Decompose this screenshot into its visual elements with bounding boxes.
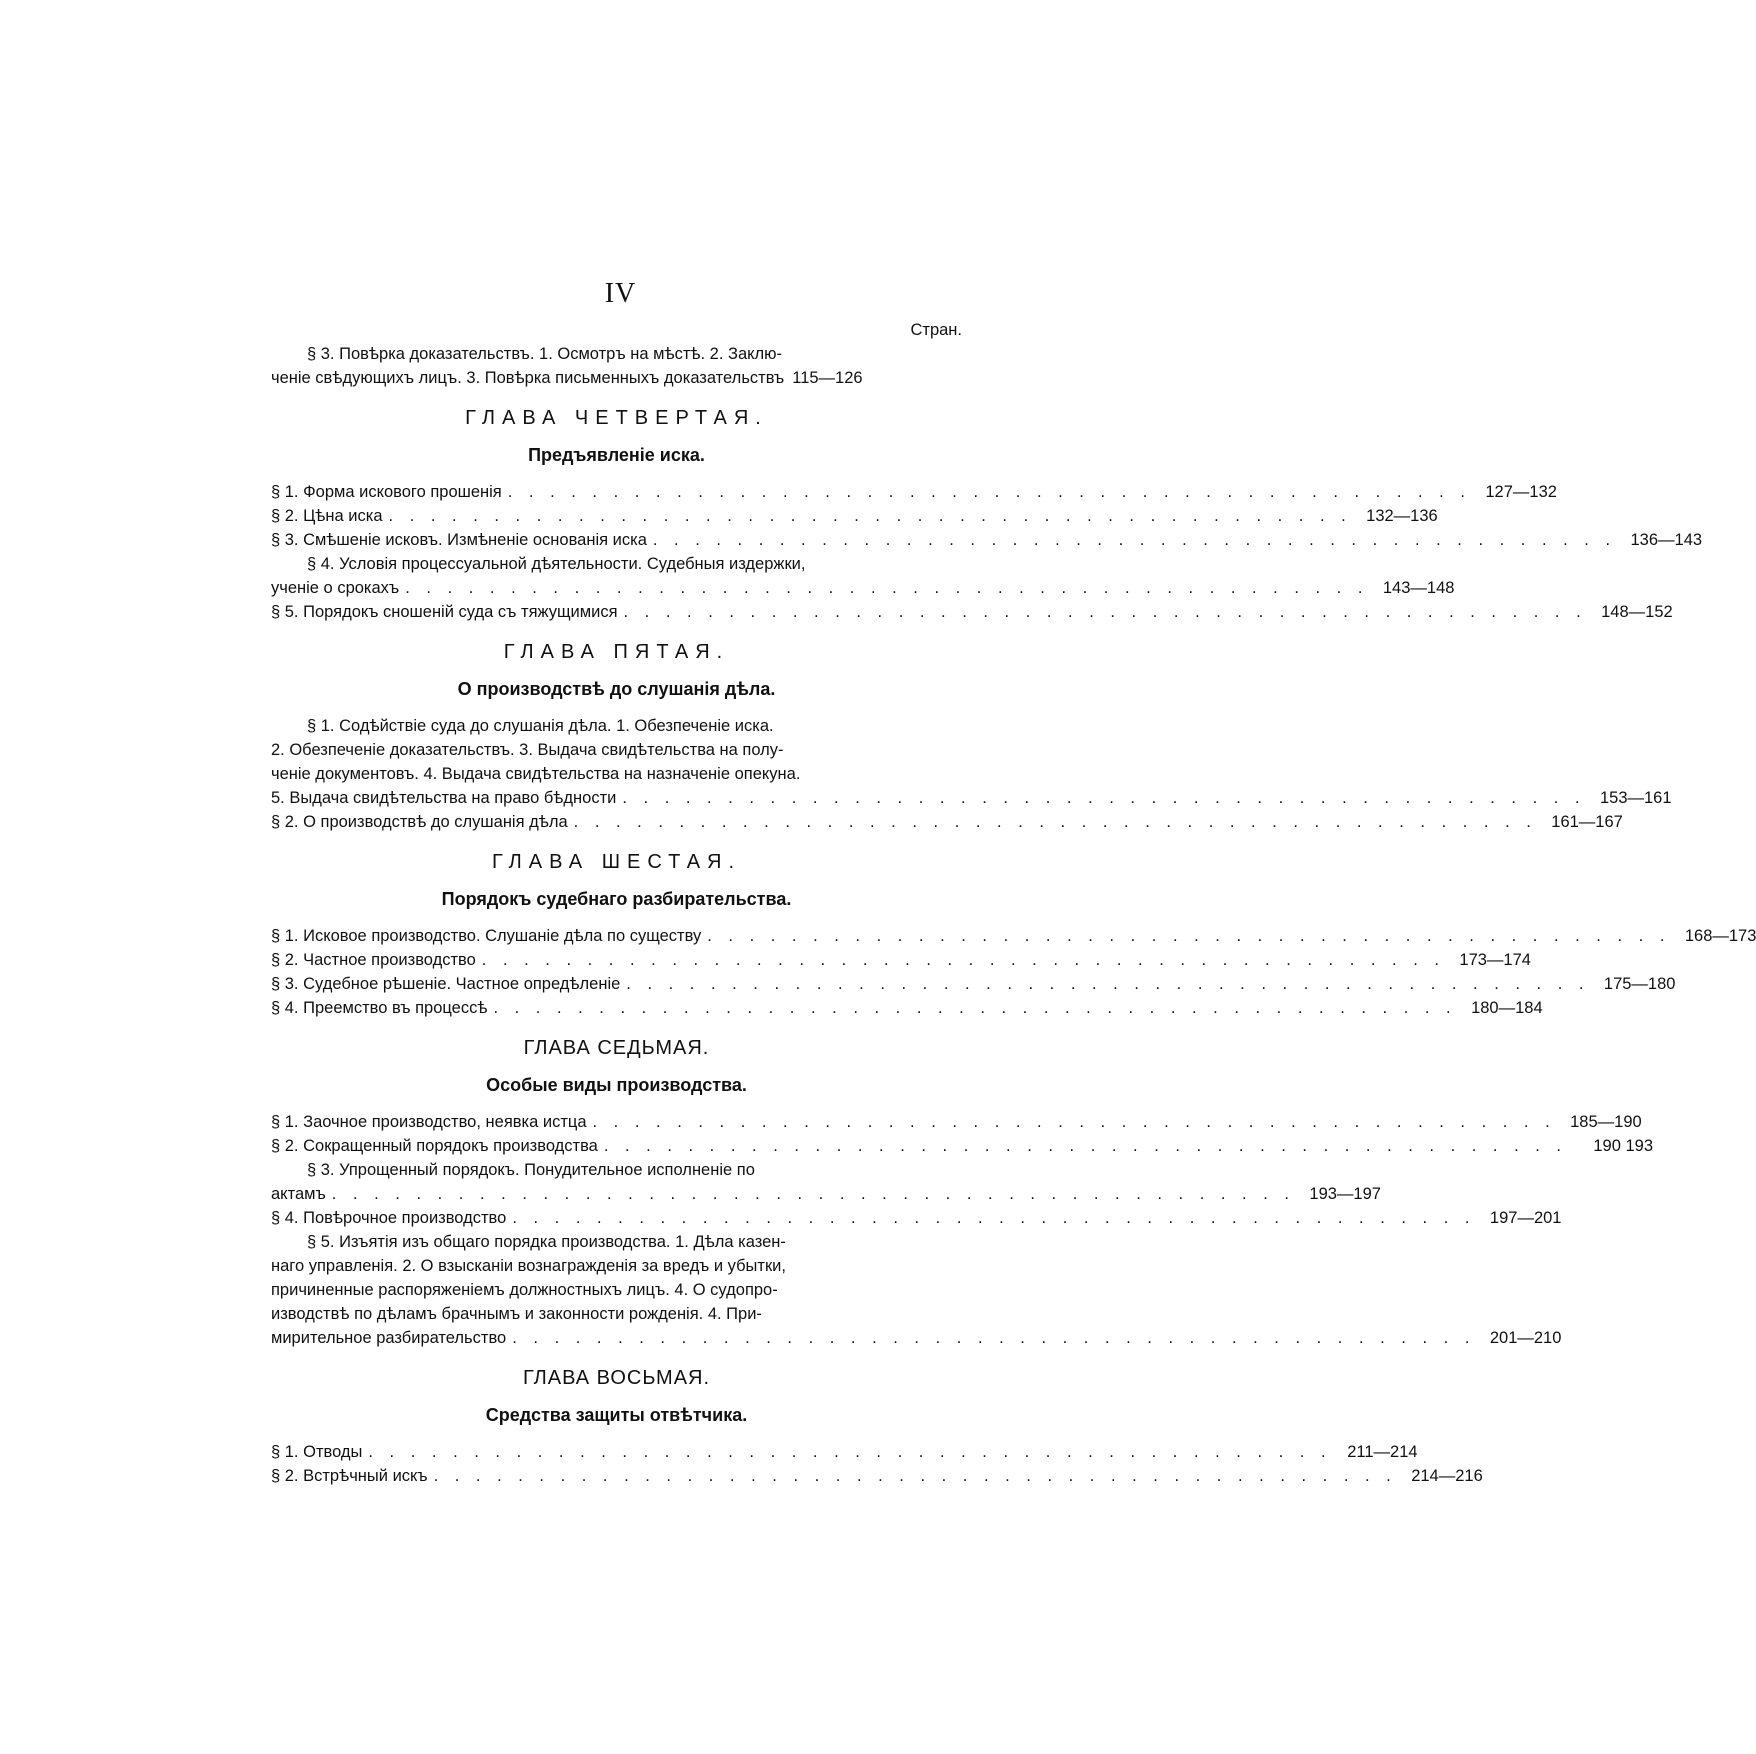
chapter-heading: ГЛАВА ЧЕТВЕРТАЯ.	[465, 407, 768, 429]
toc-entry-text: изводствѣ по дѣламъ брачнымъ и законности рожденія. 4. При-	[271, 1305, 762, 1323]
intro-entry-line-1	[271, 342, 962, 366]
chapter-heading: ГЛАВА СЕДЬМАЯ.	[523, 1037, 710, 1059]
dot-leader: . . . . . . . . . . . . . . . . . . . . . . . . . . . . . . . . . . . . . . . . . . . . . .	[707, 927, 1671, 945]
toc-entry-pages: 148—152	[1601, 603, 1673, 621]
dot-leader: . . . . . . . . . . . . . . . . . . . . . . . . . . . . . . . . . . . . . . . . . . . . . .	[493, 999, 1457, 1017]
toc-entry	[271, 810, 1623, 834]
toc-entry	[271, 786, 1672, 810]
toc-entry-pages: 161—167	[1551, 813, 1623, 831]
toc-entry	[271, 996, 1543, 1020]
toc-entry-line	[271, 1278, 962, 1302]
dot-leader: . . . . . . . . . . . . . . . . . . . . . . . . . . . . . . . . . . . . . . . . . . . . . .	[507, 483, 1471, 501]
toc-entry-text: 2. Обезпеченіе доказательствъ. 3. Выдача свидѣтельства на полу-	[271, 741, 784, 759]
table-of-contents	[271, 318, 1756, 1488]
toc-entry-pages: 168—173	[1684, 927, 1756, 945]
toc-entry-text: причиненные распоряженіемъ должностныхъ лицъ. 4. О судопро-	[271, 1281, 778, 1299]
dot-leader: . . . . . . . . . . . . . . . . . . . . . . . . . . . . . . . . . . . . . . . . . . . . . .	[573, 813, 1537, 831]
toc-entry-text: § 3. Судебное рѣшеніе. Частное опредѣленіе	[271, 975, 621, 993]
toc-entry-text: § 1. Форма искового прошенія	[271, 483, 502, 501]
toc-entry	[271, 1440, 1418, 1464]
chapter-title: О производствѣ до слушанія дѣла.	[457, 679, 776, 699]
toc-entry-line	[271, 738, 962, 762]
toc-entry	[271, 1182, 1381, 1206]
chapter-heading: ГЛАВА ВОСЬМАЯ.	[522, 1367, 711, 1389]
chapter-title: Порядокъ судебнаго разбирательства.	[441, 889, 792, 909]
toc-entry-text: актамъ	[271, 1185, 326, 1203]
intro-pages: 115—126	[792, 369, 863, 387]
dot-leader: . . . . . . . . . . . . . . . . . . . . . . . . . . . . . . . . . . . . . . . . . . . . . .	[626, 975, 1590, 993]
dot-leader: . . . . . . . . . . . . . . . . . . . . . . . . . . . . . . . . . . . . . . . . . . . . . .	[405, 579, 1369, 597]
toc-entry-pages: 136—143	[1630, 531, 1703, 549]
dot-leader: . . . . . . . . . . . . . . . . . . . . . . . . . . . . . . . . . . . . . . . . . . . . . .	[623, 603, 1587, 621]
toc-entry-pages: 211—214	[1347, 1443, 1418, 1461]
toc-entry-line	[271, 762, 962, 786]
chapter-title: Средства защиты отвѣтчика.	[485, 1405, 748, 1425]
toc-entry	[271, 1134, 1654, 1158]
toc-entry-text: § 3. Упрощенный порядокъ. Понудительное исполненіе по	[307, 1161, 755, 1179]
toc-entry	[271, 528, 1703, 552]
page-column-header: Стран.	[910, 321, 962, 339]
toc-entry-text: § 4. Повѣрочное производство	[271, 1209, 507, 1227]
chapter-list	[271, 404, 1756, 1488]
dot-leader: . . . . . . . . . . . . . . . . . . . . . . . . . . . . . . . . . . . . . . . . . . . . . .	[592, 1113, 1556, 1131]
toc-entry-text: ученіе о срокахъ	[271, 579, 400, 597]
toc-entry-pages: 173—174	[1459, 951, 1531, 969]
toc-entry-text: § 2. Встрѣчный искъ	[271, 1467, 428, 1485]
page-number: IV	[604, 278, 637, 309]
toc-entry-pages: 143—148	[1382, 579, 1455, 597]
toc-entry-text: § 4. Условія процессуальной дѣятельности. Судебныя издержки,	[307, 555, 806, 573]
toc-entry-pages: 175—180	[1603, 975, 1676, 993]
toc-entry	[271, 924, 1756, 948]
toc-entry-pages: 153—161	[1599, 789, 1672, 807]
toc-entry-text: § 1. Отводы	[271, 1443, 363, 1461]
toc-entry-pages: 127—132	[1485, 483, 1557, 501]
toc-entry-line	[271, 1254, 962, 1278]
toc-entry-pages: 197—201	[1489, 1209, 1562, 1227]
dot-leader: . . . . . . . . . . . . . . . . . . . . . . . . . . . . . . . . . . . . . . . . . . . . . .	[331, 1185, 1295, 1203]
toc-entry-pages: 180—184	[1471, 999, 1543, 1017]
toc-entry-pages: 201—210	[1489, 1329, 1562, 1347]
toc-entry-pages: 185—190	[1570, 1113, 1642, 1131]
toc-entry-text: § 2. Цѣна иска	[271, 507, 383, 525]
chapter-title: Предъявленіе иска.	[528, 445, 705, 465]
chapter-title: Особые виды производства.	[486, 1075, 747, 1095]
toc-entry	[271, 600, 1673, 624]
toc-entry-text: § 1. Содѣйствіе суда до слушанія дѣла. 1. Обезпеченіе иска.	[307, 717, 774, 735]
toc-entry-line	[271, 552, 962, 576]
dot-leader: . . . . . . . . . . . . . . . . . . . . . . . . . . . . . . . . . . . . . . . . . . . . . .	[388, 507, 1352, 525]
dot-leader: . . . . . . . . . . . . . . . . . . . . . . . . . . . . . . . . . . . . . . . . . . . . . .	[512, 1209, 1476, 1227]
toc-entry-text: § 1. Заочное производство, неявка истца	[271, 1113, 587, 1131]
toc-entry-text: мирительное разбирательство	[271, 1329, 507, 1347]
dot-leader: . . . . . . . . . . . . . . . . . . . . . . . . . . . . . . . . . . . . . . . . . . . . . .	[622, 789, 1586, 807]
dot-leader: . . . . . . . . . . . . . . . . . . . . . . . . . . . . . . . . . . . . . . . . . . . . . .	[652, 531, 1617, 549]
toc-entry-line	[271, 1302, 962, 1326]
dot-leader: . . . . . . . . . . . . . . . . . . . . . . . . . . . . . . . . . . . . . . . . . . . . . .	[368, 1443, 1332, 1461]
toc-entry	[271, 576, 1455, 600]
intro-entry-last	[271, 366, 962, 390]
toc-entry	[271, 1110, 1642, 1134]
toc-entry-text: § 2. Сокращенный порядокъ производства	[271, 1137, 598, 1155]
dot-leader: . . . . . . . . . . . . . . . . . . . . . . . . . . . . . . . . . . . . . . . . . . . . . .	[481, 951, 1445, 969]
toc-entry-text: наго управленія. 2. О взысканіи вознагражденія за вредъ и убытки,	[271, 1257, 786, 1275]
toc-entry-text: 5. Выдача свидѣтельства на право бѣдности	[271, 789, 617, 807]
toc-entry-text: § 5. Порядокъ сношеній суда съ тяжущимися	[271, 603, 618, 621]
toc-entry-text: § 2. О производствѣ до слушанія дѣла	[271, 813, 568, 831]
toc-entry	[271, 972, 1676, 996]
toc-entry-pages: 193—197	[1309, 1185, 1381, 1203]
dot-leader: . . . . . . . . . . . . . . . . . . . . . . . . . . . . . . . . . . . . . . . . . . . . . .	[512, 1329, 1476, 1347]
toc-entry	[271, 1326, 1562, 1350]
dot-leader: . . . . . . . . . . . . . . . . . . . . . . . . . . . . . . . . . . . . . . . . . . . . . .	[433, 1467, 1397, 1485]
toc-entry-text: ченіе документовъ. 4. Выдача свидѣтельства на назначеніе опекуна.	[271, 765, 801, 783]
toc-entry-text: § 2. Частное производство	[271, 951, 476, 969]
toc-entry-line	[271, 1158, 962, 1182]
toc-entry-text: § 1. Исковое производство. Слушаніе дѣла по существу	[271, 927, 702, 945]
toc-entry	[271, 480, 1557, 504]
toc-entry-pages: 132—136	[1366, 507, 1438, 525]
toc-entry-line	[271, 1230, 962, 1254]
dot-leader: . . . . . . . . . . . . . . . . . . . . . . . . . . . . . . . . . . . . . . . . . . . . . .	[603, 1137, 1568, 1155]
toc-entry-text: § 4. Преемство въ процессѣ	[271, 999, 488, 1017]
toc-entry	[271, 504, 1438, 528]
toc-entry-text: § 3. Смѣшеніе исковъ. Измѣненіе основанія иска	[271, 531, 647, 549]
chapter-heading: ГЛАВА ШЕСТАЯ.	[491, 851, 742, 873]
intro-line-1: § 3. Повѣрка доказательствъ. 1. Осмотръ на мѣстѣ. 2. Заклю-	[307, 345, 783, 363]
toc-entry	[271, 948, 1531, 972]
toc-entry-line	[271, 714, 962, 738]
intro-line-2: ченіе свѣдующихъ лицъ. 3. Повѣрка письменныхъ доказательствъ	[271, 369, 785, 387]
toc-entry-pages: 190 193	[1593, 1137, 1654, 1155]
toc-entry-pages: 214—216	[1411, 1467, 1483, 1485]
toc-entry	[271, 1464, 1483, 1488]
chapter-heading: ГЛАВА ПЯТАЯ.	[503, 641, 730, 663]
toc-entry-text: § 5. Изъятія изъ общаго порядка производства. 1. Дѣла казен-	[307, 1233, 786, 1251]
toc-entry	[271, 1206, 1562, 1230]
